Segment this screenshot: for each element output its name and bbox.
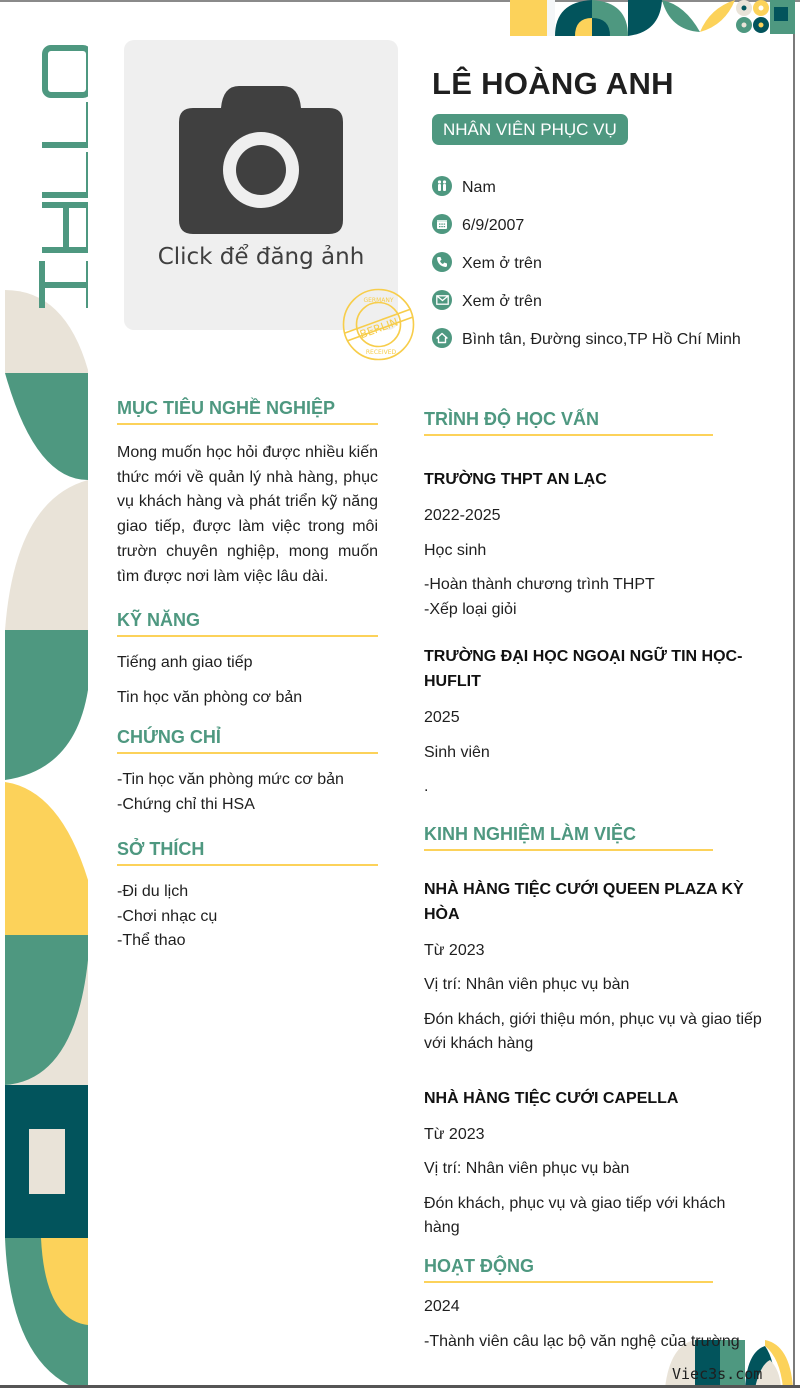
- contact-phone-value: Xem ở trên: [462, 255, 542, 272]
- candidate-name: LÊ HOÀNG ANH: [432, 66, 674, 101]
- activity-year: 2024: [424, 1297, 460, 1315]
- phone-icon: [432, 252, 452, 272]
- experience-description: Đón khách, phục vụ và giao tiếp với khách hàng: [424, 1194, 726, 1236]
- skills-title: KỸ NĂNG: [117, 610, 378, 637]
- education-item: [424, 644, 762, 800]
- career-objective-title: MỤC TIÊU NGHỀ NGHIỆP: [117, 398, 378, 425]
- education-title: TRÌNH ĐỘ HỌC VẤN: [424, 409, 713, 436]
- activities-section: [424, 1256, 762, 1355]
- experience-position: Vị trí: Nhân viên phục vụ bàn: [424, 1160, 630, 1177]
- svg-text:BERLIN: BERLIN: [358, 315, 400, 342]
- activities-title: HOẠT ĐỘNG: [424, 1256, 713, 1283]
- experience-item: [424, 1086, 762, 1241]
- education-period: 2025: [424, 709, 460, 726]
- education-school: TRƯỜNG ĐẠI HỌC NGOẠI NGỮ TIN HỌC-HUFLIT: [424, 648, 743, 690]
- certificate-item: -Chứng chỉ thi HSA: [117, 795, 255, 813]
- education-item: [424, 467, 762, 622]
- right-border: [793, 34, 795, 1388]
- email-icon: [432, 290, 452, 310]
- education-role: Học sinh: [424, 541, 487, 559]
- contact-email-value: Xem ở trên: [462, 293, 542, 310]
- gender-icon: [432, 176, 452, 196]
- photo-upload-label: Click để đăng ảnh: [157, 244, 365, 270]
- job-title-badge: NHÂN VIÊN PHỤC VỤ: [432, 114, 628, 145]
- berlin-stamp-icon: [341, 287, 416, 362]
- education-school: TRƯỜNG THPT AN LẠC: [424, 471, 607, 488]
- experience-period: Từ 2023: [424, 941, 485, 959]
- contact-list: [432, 176, 752, 366]
- home-icon: [432, 328, 452, 348]
- experience-description: Đón khách, giới thiệu món, phục vụ và giao tiếp với khách hàng: [424, 1010, 762, 1052]
- watermark: Viec3s.com: [672, 1365, 763, 1383]
- contact-phone: [432, 252, 752, 276]
- experience-item: [424, 877, 762, 1057]
- camera-icon: [179, 82, 343, 234]
- svg-text:RECEIVED: RECEIVED: [365, 349, 397, 356]
- hobby-item: -Đi du lịch: [117, 883, 189, 901]
- hobby-item: -Thể thao: [117, 932, 186, 950]
- right-column: [424, 409, 762, 1355]
- certificates-title: CHỨNG CHỈ: [117, 727, 378, 754]
- experience-company: NHÀ HÀNG TIỆC CƯỚI QUEEN PLAZA KỲ HÒA: [424, 880, 744, 923]
- contact-email: [432, 290, 752, 314]
- education-detail: -Hoàn thành chương trình THPT: [424, 576, 655, 593]
- left-decorative-strip: [5, 0, 88, 1388]
- contact-birthday: [432, 214, 752, 238]
- certificate-item: -Tin học văn phòng mức cơ bản: [117, 771, 344, 789]
- left-column: [117, 398, 378, 954]
- contact-address-value: Bình tân, Đường sinco,TP Hồ Chí Minh: [462, 331, 741, 348]
- experience-section: [424, 824, 762, 1241]
- top-decorative-pattern: [510, 0, 795, 36]
- hello-vertical-text: [39, 45, 88, 315]
- skill-item: Tiếng anh giao tiếp: [117, 654, 253, 672]
- education-detail: .: [424, 778, 429, 795]
- experience-company: NHÀ HÀNG TIỆC CƯỚI CAPELLA: [424, 1089, 679, 1107]
- hobbies-title: SỞ THÍCH: [117, 839, 378, 866]
- skills-section: [117, 610, 378, 710]
- activity-text: -Thành viên câu lạc bộ văn nghệ của trường: [424, 1333, 740, 1350]
- education-detail: -Xếp loại giỏi: [424, 600, 517, 618]
- career-objective-text: Mong muốn học hỏi được nhiều kiến thức mới về quản lý nhà hàng, phục vụ khách hàng và phát triển kỹ năng giao tiếp, được làm việc trong môi trườn chuyên nghiệp, mong muốn tìm được nơi làm việc lâu dài.: [117, 444, 378, 585]
- skill-item: Tin học văn phòng cơ bản: [117, 688, 303, 706]
- experience-period: Từ 2023: [424, 1125, 485, 1143]
- certificates-section: [117, 727, 378, 817]
- calendar-icon: [432, 214, 452, 234]
- education-section: [424, 409, 762, 800]
- experience-title: KINH NGHIỆM LÀM VIỆC: [424, 824, 713, 851]
- svg-text:GERMANY: GERMANY: [363, 297, 394, 304]
- hobbies-section: [117, 839, 378, 954]
- contact-birthday-value: 6/9/2007: [462, 217, 525, 234]
- contact-gender-value: Nam: [462, 179, 496, 196]
- education-period: 2022-2025: [424, 507, 501, 524]
- hobby-item: -Chơi nhạc cụ: [117, 907, 218, 925]
- experience-position: Vị trí: Nhân viên phục vụ bàn: [424, 976, 630, 993]
- contact-address: [432, 328, 752, 352]
- career-objective-section: [117, 398, 378, 589]
- education-role: Sinh viên: [424, 743, 490, 761]
- contact-gender: [432, 176, 752, 200]
